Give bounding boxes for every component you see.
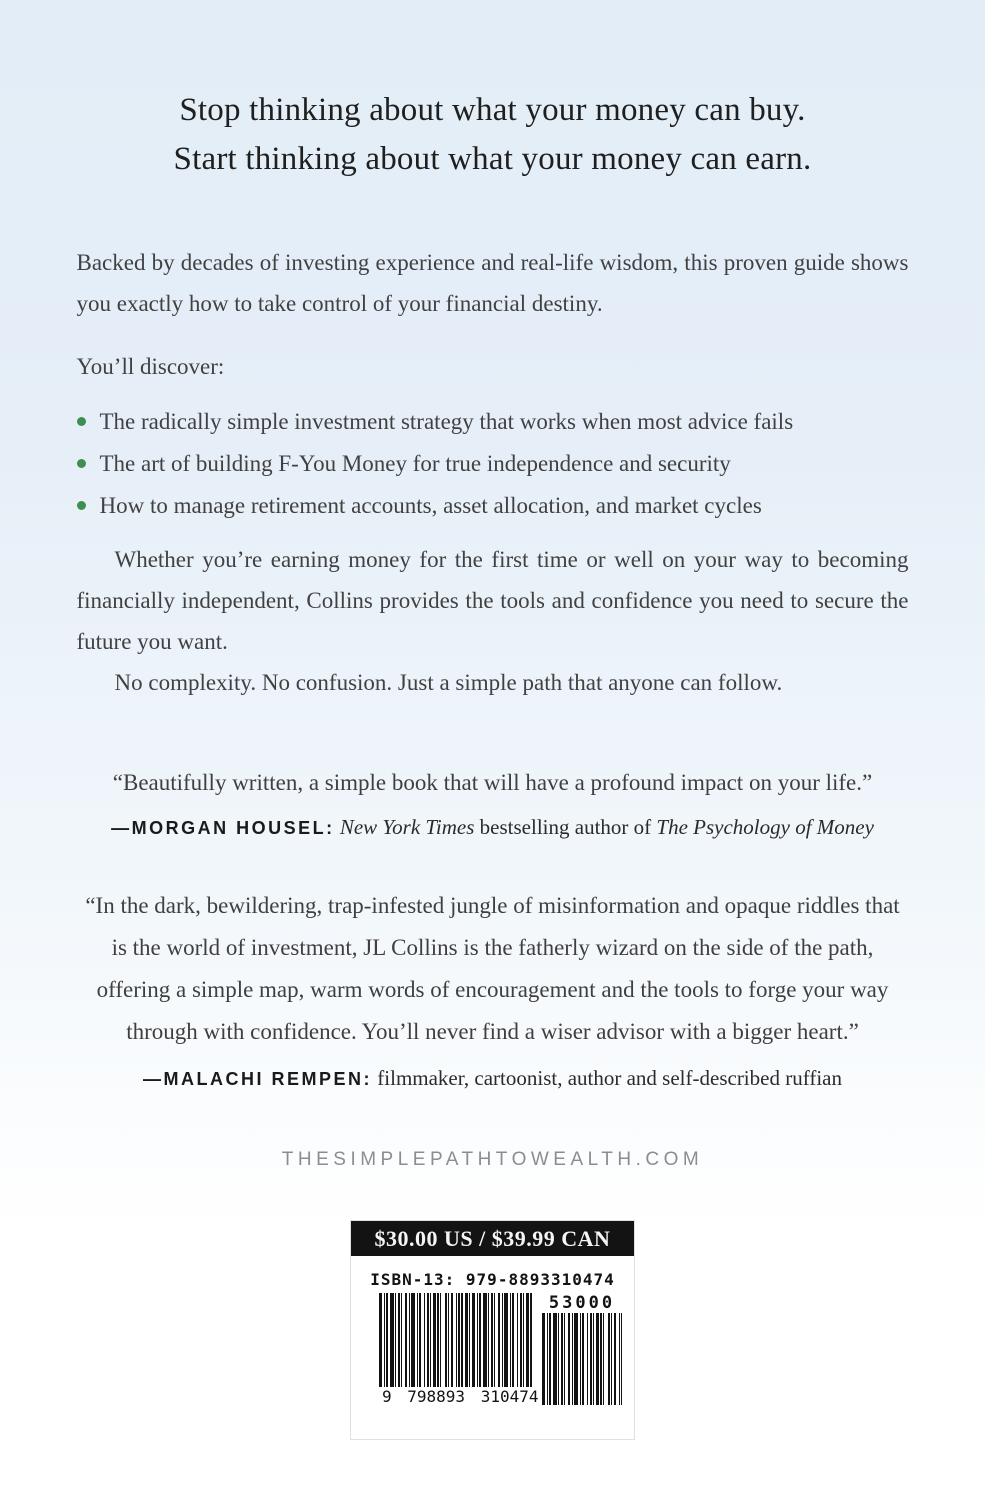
bullet-icon [77, 459, 86, 468]
list-item [77, 485, 909, 527]
attribution-name: —MALACHI REMPEN: [143, 1069, 373, 1089]
bullet-text: The radically simple investment strategy that works when most advice fails [99, 409, 794, 434]
list-item [77, 443, 909, 485]
intro-paragraph: Backed by decades of investing experience and real-life wisdom, this proven guide shows you exactly how to take control of your financial destiny. [76, 250, 909, 316]
discover-list [77, 401, 909, 527]
discover-heading: You’ll discover: [76, 354, 225, 379]
quote-rempen: “In the dark, bewildering, trap-infested jungle of misinformation and opaque riddles that is the world of investment, JL Collins is the fatherly wizard on the side of the path, offering a simple map, warm words of encouragement and the tools to forge your way through with confidence. You’ll never find a wiser advisor with a bigger heart.” [85, 893, 900, 1044]
addon-barcode-bars [542, 1313, 622, 1405]
ean-barcode [379, 1293, 539, 1423]
attribution-work: New York Times [339, 815, 475, 839]
price-code: 53000 [548, 1293, 616, 1313]
price-text: $30.00 US / $39.99 CAN [374, 1225, 611, 1251]
headline-line1: Stop thinking about what your money can buy. [179, 92, 806, 128]
barcode-number: 9 798893 310474 [379, 1387, 542, 1406]
headline-line2: Start thinking about what your money can earn. [173, 141, 812, 177]
barcode-block [350, 1220, 635, 1440]
quote-housel: “Beautifully written, a simple book that will have a profound impact on your life.” [112, 770, 873, 795]
bullet-text: How to manage retirement accounts, asset allocation, and market cycles [99, 493, 762, 518]
website-url: THESIMPLEPATHTOWEALTH.COM [281, 1149, 704, 1170]
bullet-text: The art of building F-You Money for true independence and security [99, 451, 731, 476]
body-paragraph-1: Whether you’re earning money for the first time or well on your way to becoming financially independent, Collins provides the tools and confidence you need to secure the future you want. [76, 547, 909, 654]
barcodes [379, 1293, 620, 1423]
attribution-middle: bestselling author of [479, 815, 652, 839]
attribution-housel [77, 812, 909, 843]
price-banner [351, 1221, 634, 1256]
attribution-title: The Psychology of Money [656, 815, 874, 839]
attribution-rest: filmmaker, cartoonist, author and self-described ruffian [377, 1066, 842, 1090]
list-item [77, 401, 909, 443]
bullet-icon [77, 501, 86, 510]
attribution-rempen [77, 1063, 909, 1094]
isbn-label: ISBN-13: 979-8893310474 [370, 1270, 615, 1289]
price-addon-barcode [542, 1293, 622, 1423]
headline [77, 0, 909, 184]
body-paragraph-2: No complexity. No confusion. Just a simple path that anyone can follow. [114, 670, 783, 695]
attribution-name: —MORGAN HOUSEL: [111, 818, 335, 838]
bullet-icon [77, 417, 86, 426]
